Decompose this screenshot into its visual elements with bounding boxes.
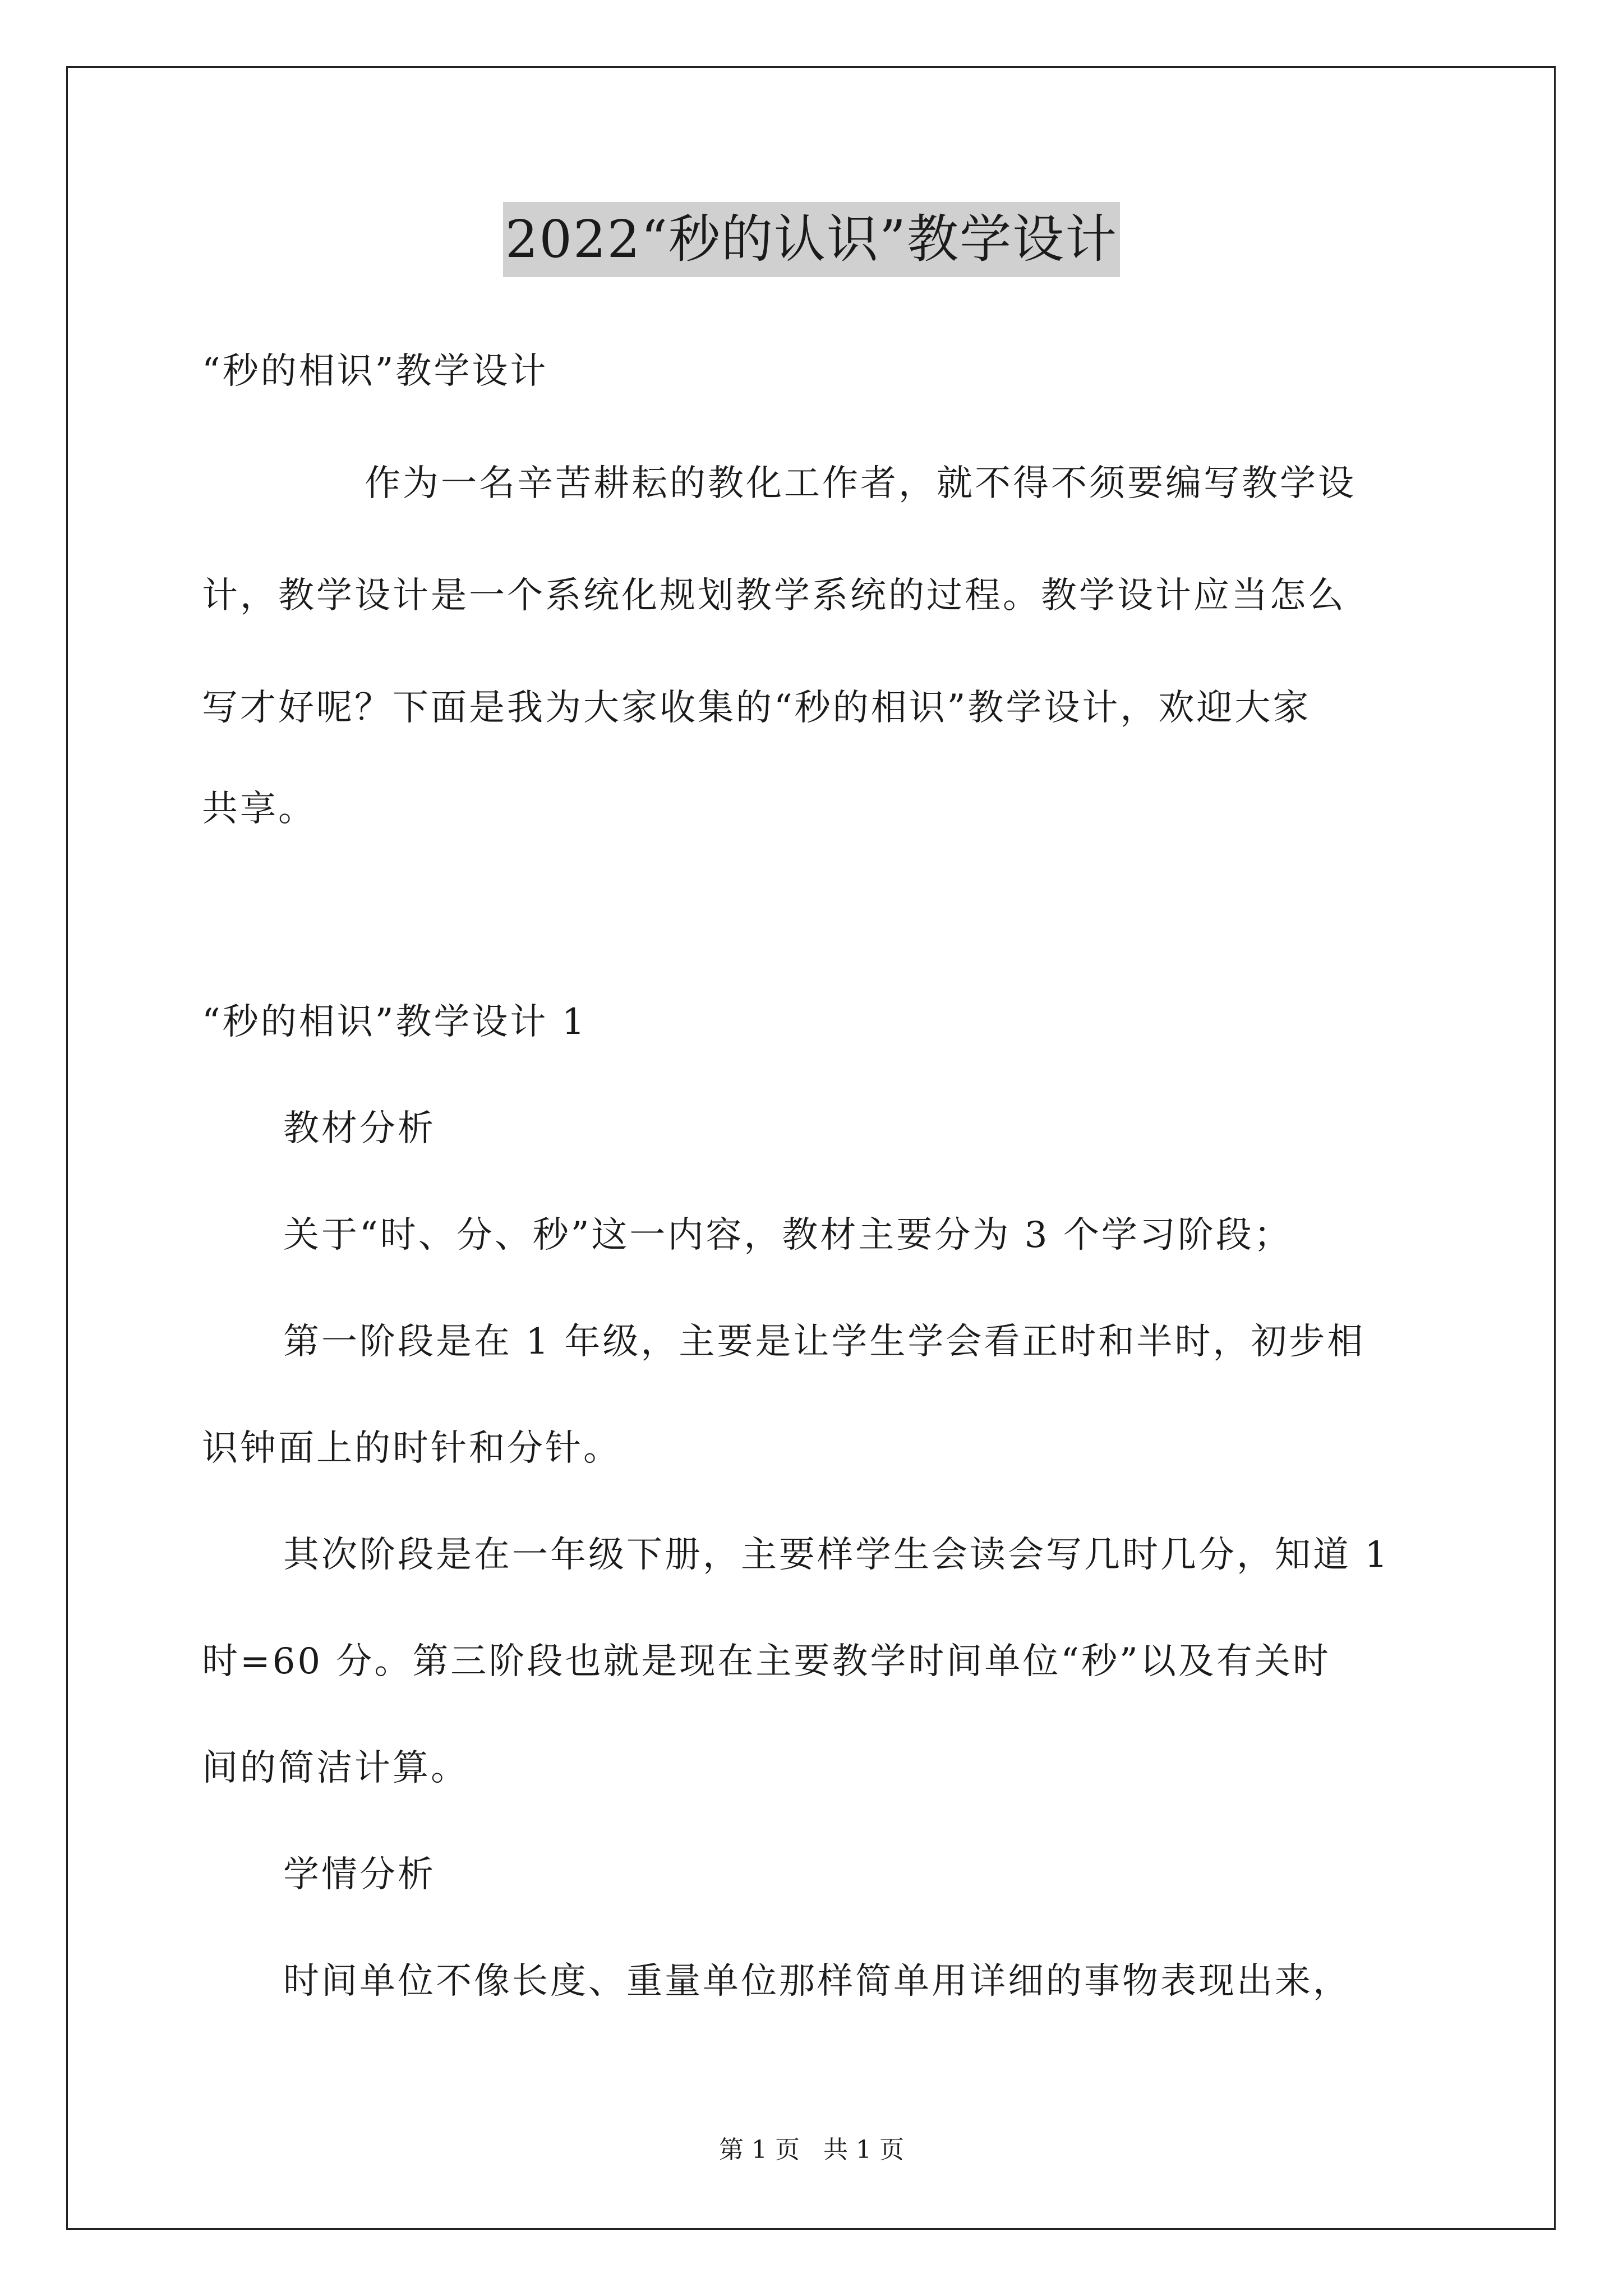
paragraph-line-2: 第一阶段是在 1 年级，主要是让学生学会看正时和半时，初步相 [283,1321,1366,1363]
intro-line-3: 写才好呢？下面是我为大家收集的“秒的相识”教学设计，欢迎大家 [202,687,1311,729]
paragraph-line-5: 时=60 分。第三阶段也就是现在主要教学时间单位“秒”以及有关时 [202,1641,1331,1682]
paragraph-line-1: 关于“时、分、秒”这一内容，教材主要分为 3 个学习阶段； [283,1214,1292,1256]
paragraph-line-7: 时间单位不像长度、重量单位那样简单用详细的事物表现出来， [283,1961,1351,2002]
paragraph-line-4: 其次阶段是在一年级下册，主要样学生会读会写几时几分，知道 1 [283,1534,1390,1576]
heading-student-analysis: 学情分析 [283,1854,436,1895]
intro-line-2: 计，教学设计是一个系统化规划教学系统的过程。教学设计应当怎么 [202,575,1346,616]
page-footer: 第 1 页 共 1 页 [719,2136,904,2164]
intro-line-4: 共享。 [202,788,316,830]
paragraph-line-3: 识钟面上的时针和分针。 [202,1428,621,1469]
subtitle-line: “秒的相识”教学设计 [202,351,548,392]
document-title: 2022“秒的认识”教学设计 [503,202,1120,277]
intro-line-1: 作为一名辛苦耕耘的教化工作者，就不得不须要编写教学设 [365,463,1356,504]
paragraph-line-6: 间的简洁计算。 [202,1747,469,1789]
document-title-wrapper [0,202,1623,277]
section-heading-1: “秒的相识”教学设计 1 [202,1001,587,1043]
heading-textbook-analysis: 教材分析 [283,1108,436,1149]
